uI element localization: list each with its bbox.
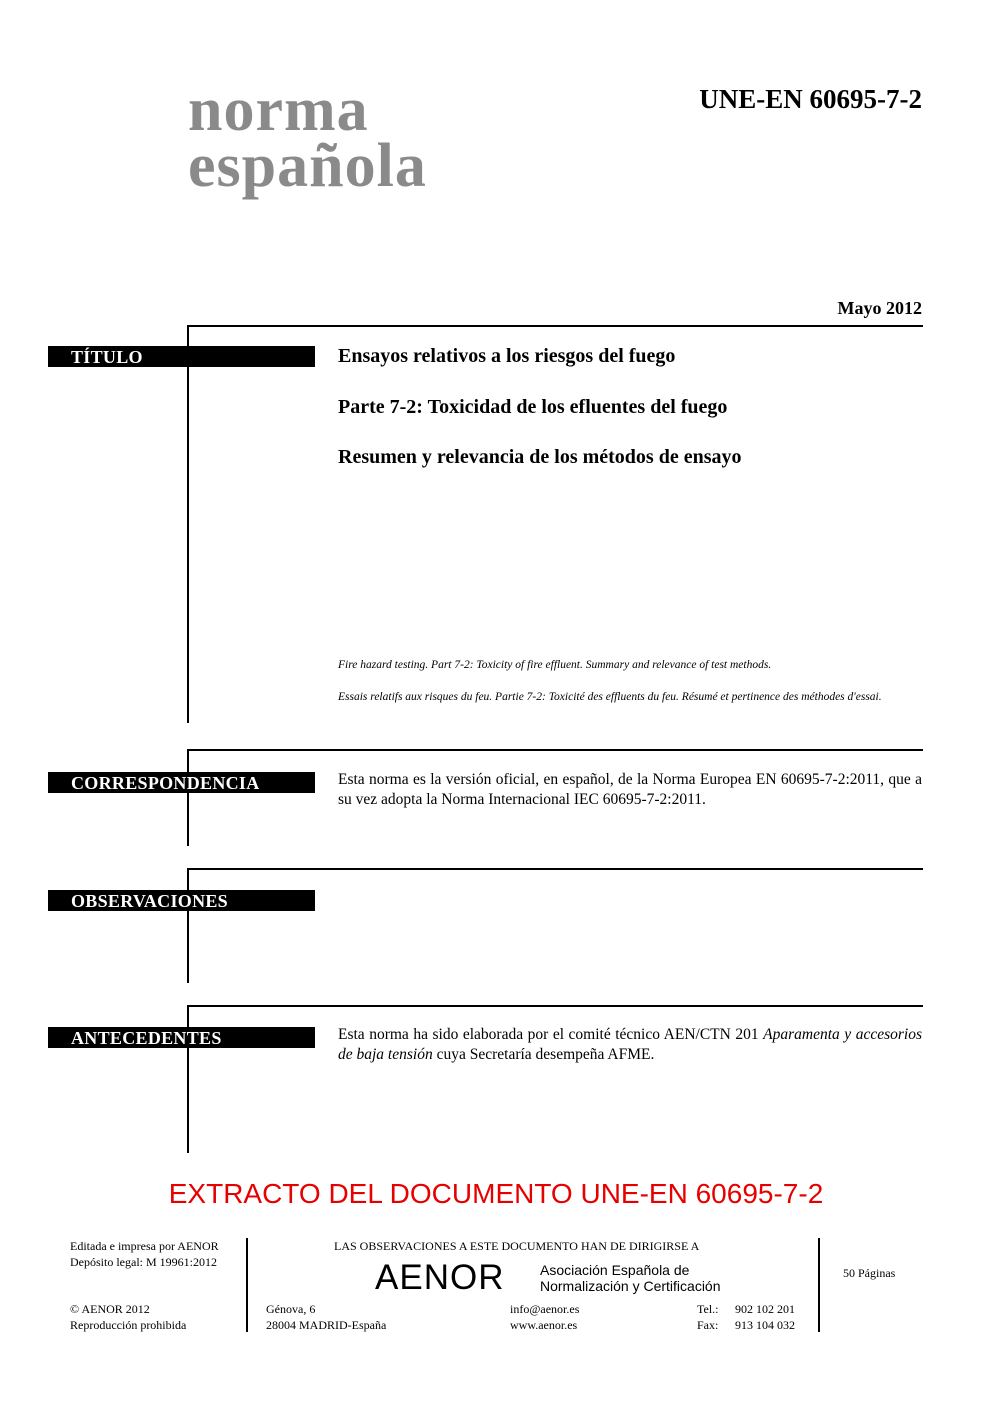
section-label-observaciones: OBSERVACIONES [48, 890, 315, 911]
french-title: Essais relatifs aux risques du feu. Partie 7-2: Toxicité des effluents du feu. Résumé et pertinence des méthodes d'essai. [338, 691, 882, 703]
footer-rights [70, 1301, 186, 1333]
section-divider [188, 325, 923, 327]
section-label-correspondencia: CORRESPONDENCIA [48, 772, 315, 793]
footer-edition [70, 1238, 219, 1270]
section-divider [188, 868, 923, 870]
title-line-2: Parte 7-2: Toxicidad de los efluentes del fuego [338, 396, 728, 418]
org-line-2: Normalización y Certificación [540, 1278, 721, 1294]
tel-label: Tel.: [697, 1302, 719, 1316]
section-label-titulo: TÍTULO [48, 346, 315, 367]
org-line-1: Asociación Española de [540, 1262, 690, 1278]
brand-title [188, 76, 427, 200]
footer-observations-header: LAS OBSERVACIONES A ESTE DOCUMENTO HAN DE DIRIGIRSE A [334, 1239, 700, 1253]
tel-number: 902 102 201 [735, 1302, 795, 1316]
title-line-1: Ensayos relativos a los riesgos del fuego [338, 345, 676, 367]
footer-email: info@aenor.es [510, 1302, 580, 1316]
footer-divider [246, 1238, 248, 1332]
footer-copyright: © AENOR 2012 [70, 1302, 150, 1316]
brand-line-2: española [188, 132, 427, 200]
fax-label: Fax: [697, 1318, 719, 1332]
extract-notice: EXTRACTO DEL DOCUMENTO UNE-EN 60695-7-2 [168, 1178, 824, 1209]
section-vertical-rule [187, 325, 189, 723]
antecedentes-committee-name: Aparamenta y accesorios de baja tensión [338, 1026, 922, 1063]
footer-phone-labels [697, 1301, 719, 1333]
antecedentes-text-post: cuya Secretaría desempeña AFME. [432, 1046, 655, 1063]
aenor-org-name [540, 1262, 721, 1294]
address-line-1: Génova, 6 [266, 1302, 316, 1316]
footer-web: www.aenor.es [510, 1318, 578, 1332]
section-divider [188, 1005, 923, 1007]
footer-deposit: Depósito legal: M 19961:2012 [70, 1255, 217, 1269]
publication-date: Mayo 2012 [837, 298, 922, 318]
section-label-antecedentes: ANTECEDENTES [48, 1027, 315, 1048]
fax-number: 913 104 032 [735, 1318, 795, 1332]
correspondencia-text: Esta norma es la versión oficial, en español, de la Norma Europea EN 60695-7-2:2011, que a su vez adopta la Norma Internacional IEC 60695-7-2:2011. [338, 771, 922, 808]
aenor-logo: AENOR [375, 1258, 505, 1297]
footer-contact [510, 1301, 579, 1333]
page-count: 50 Páginas [843, 1266, 896, 1280]
brand-line-1: norma [188, 76, 369, 144]
footer-reproduction: Reproducción prohibida [70, 1318, 187, 1332]
footer-divider [818, 1238, 820, 1332]
standard-code: UNE-EN 60695-7-2 [699, 84, 922, 114]
antecedentes-text [338, 1025, 922, 1065]
english-title: Fire hazard testing. Part 7-2: Toxicity of fire effluent. Summary and relevance of test methods. [338, 659, 772, 671]
section-vertical-rule [187, 749, 189, 846]
section-vertical-rule [187, 868, 189, 983]
section-divider [188, 749, 923, 751]
footer-phone-numbers [735, 1301, 795, 1333]
title-line-3: Resumen y relevancia de los métodos de ensayo [338, 446, 742, 468]
footer-edited: Editada e impresa por AENOR [70, 1239, 219, 1253]
antecedentes-text-pre: Esta norma ha sido elaborada por el comité técnico AEN/CTN 201 [338, 1026, 764, 1043]
footer-address [266, 1301, 386, 1333]
address-line-2: 28004 MADRID-España [266, 1318, 387, 1332]
